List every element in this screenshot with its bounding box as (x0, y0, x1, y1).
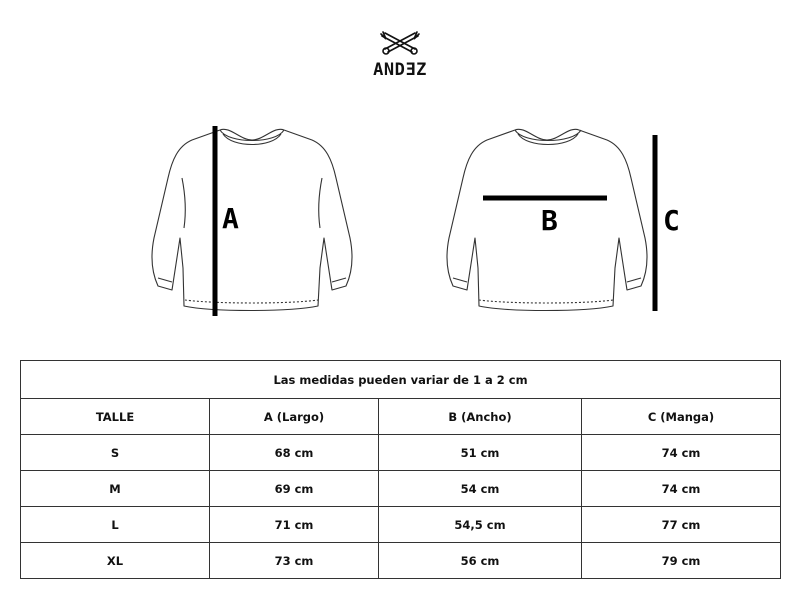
sleeve-cell: 74 cm (582, 435, 781, 471)
table-note: Las medidas pueden variar de 1 a 2 cm (21, 361, 781, 399)
header-length: A (Largo) (210, 399, 379, 435)
length-cell: 68 cm (210, 435, 379, 471)
width-cell: 54 cm (379, 471, 582, 507)
header-width: B (Ancho) (379, 399, 582, 435)
header-sleeve: C (Manga) (582, 399, 781, 435)
table-note-row (21, 361, 781, 399)
size-cell: M (21, 471, 210, 507)
table-header-row (21, 399, 781, 435)
header-size: TALLE (21, 399, 210, 435)
size-cell: S (21, 435, 210, 471)
length-label: A (222, 202, 239, 235)
brand-logo (360, 30, 440, 82)
brand-name: ANDƎZ (373, 60, 427, 80)
table-row (21, 471, 781, 507)
shirt-width-sleeve-diagram (435, 118, 680, 323)
table-row (21, 543, 781, 579)
size-cell: XL (21, 543, 210, 579)
sleeve-label: C (663, 204, 680, 237)
size-table (20, 360, 781, 579)
length-cell: 71 cm (210, 507, 379, 543)
safety-pins-icon (378, 30, 422, 58)
width-cell: 54,5 cm (379, 507, 582, 543)
sleeve-cell: 79 cm (582, 543, 781, 579)
shirt-length-diagram (140, 118, 365, 323)
width-label: B (541, 204, 558, 237)
length-cell: 69 cm (210, 471, 379, 507)
size-cell: L (21, 507, 210, 543)
width-cell: 56 cm (379, 543, 582, 579)
width-cell: 51 cm (379, 435, 582, 471)
table-row (21, 507, 781, 543)
length-cell: 73 cm (210, 543, 379, 579)
table-row (21, 435, 781, 471)
sleeve-cell: 74 cm (582, 471, 781, 507)
sleeve-cell: 77 cm (582, 507, 781, 543)
